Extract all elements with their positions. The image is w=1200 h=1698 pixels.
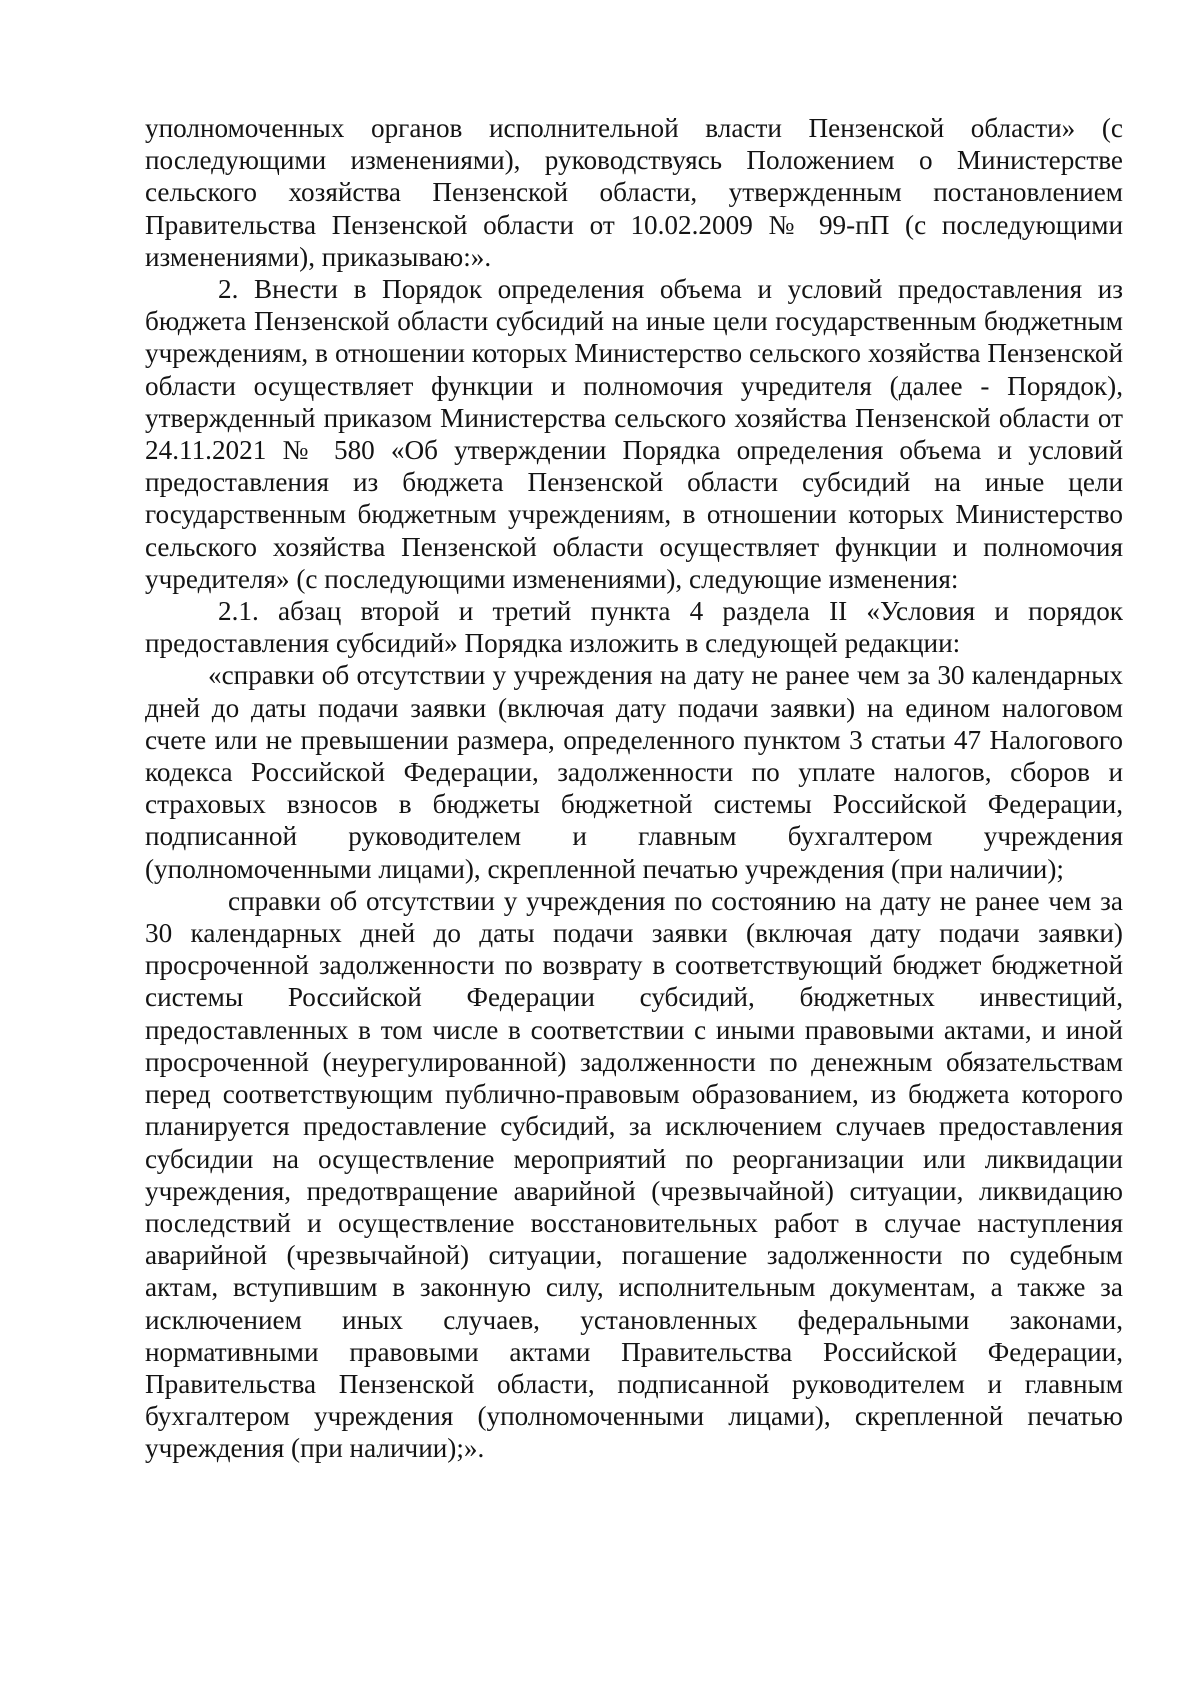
paragraph-quoted-certificate-debt: справки об отсутствии у учреждения по состоянию на дату не ранее чем за 30 календарных дней до даты подачи заявки (включая дату подачи заявки) просроченной задолженности по возврату в соответствующий бюджет бюджетной системы Российской Федерации субсидий, бюджетных инвестиций, предоставленных в том числе в соответствии с иными правовыми актами, и иной просроченной (неурегулированной) задолженности по денежным обязательствам перед соответствующим публично-правовым образованием, из бюджета которого планируется предоставление субсидий, за исключением случаев предоставления субсидии на осуществление мероприятий по реорганизации или ликвидации учреждения, предотвращение аварийной (чрезвычайной) ситуации, ликвидацию последствий и осуществление восстановительных работ в случае наступления аварийной (чрезвычайной) ситуации, погашение задолженности по судебным актам, вступившим в законную силу, исполнительным документам, а также за исключением иных случаев, установленных федеральными законами, нормативными правовыми актами Правительства Российской Федерации, Правительства Пензенской области, подписанной руководителем и главным бухгалтером учреждения (уполномоченными лицами), скрепленной печатью учреждения (при наличии);».: [145, 885, 1123, 1464]
document-page: [145, 112, 1123, 1465]
paragraph-item-2-1: 2.1. абзац второй и третий пункта 4 раздела II «Условия и порядок предоставления субсидий» Порядка изложить в следующей редакции:: [145, 596, 1123, 659]
paragraph-quoted-certificate-tax: «справки об отсутствии у учреждения на дату не ранее чем за 30 календарных дней до даты подачи заявки (включая дату подачи заявки) на едином налоговом счете или не превышении размера, определенного пунктом 3 статьи 47 Налогового кодекса Российской Федерации, задолженности по уплате налогов, сборов и страховых взносов в бюджеты бюджетной системы Российской Федерации, подписанной руководителем и главным бухгалтером учреждения (уполномоченными лицами), скрепленной печатью учреждения (при наличии);: [145, 660, 1123, 884]
paragraph-preamble-continuation: уполномоченных органов исполнительной власти Пензенской области» (с последующими изменениями), руководствуясь Положением о Министерстве сельского хозяйства Пензенской области, утвержденным постановлением Правительства Пензенской области от 10.02.2009 № 99-пП (с последующими изменениями), приказываю:».: [145, 113, 1123, 272]
paragraph-item-2: 2. Внести в Порядок определения объема и условий предоставления из бюджета Пензенской области субсидий на иные цели государственным бюджетным учреждениям, в отношении которых Министерство сельского хозяйства Пензенской области осуществляет функции и полномочия учредителя (далее - Порядок), утвержденный приказом Министерства сельского хозяйства Пензенской области от 24.11.2021 № 580 «Об утверждении Порядка определения объема и условий предоставления из бюджета Пензенской области субсидий на иные цели государственным бюджетным учреждениям, в отношении которых Министерство сельского хозяйства Пензенской области осуществляет функции и полномочия учредителя» (с последующими изменениями), следующие изменения:: [145, 274, 1123, 594]
